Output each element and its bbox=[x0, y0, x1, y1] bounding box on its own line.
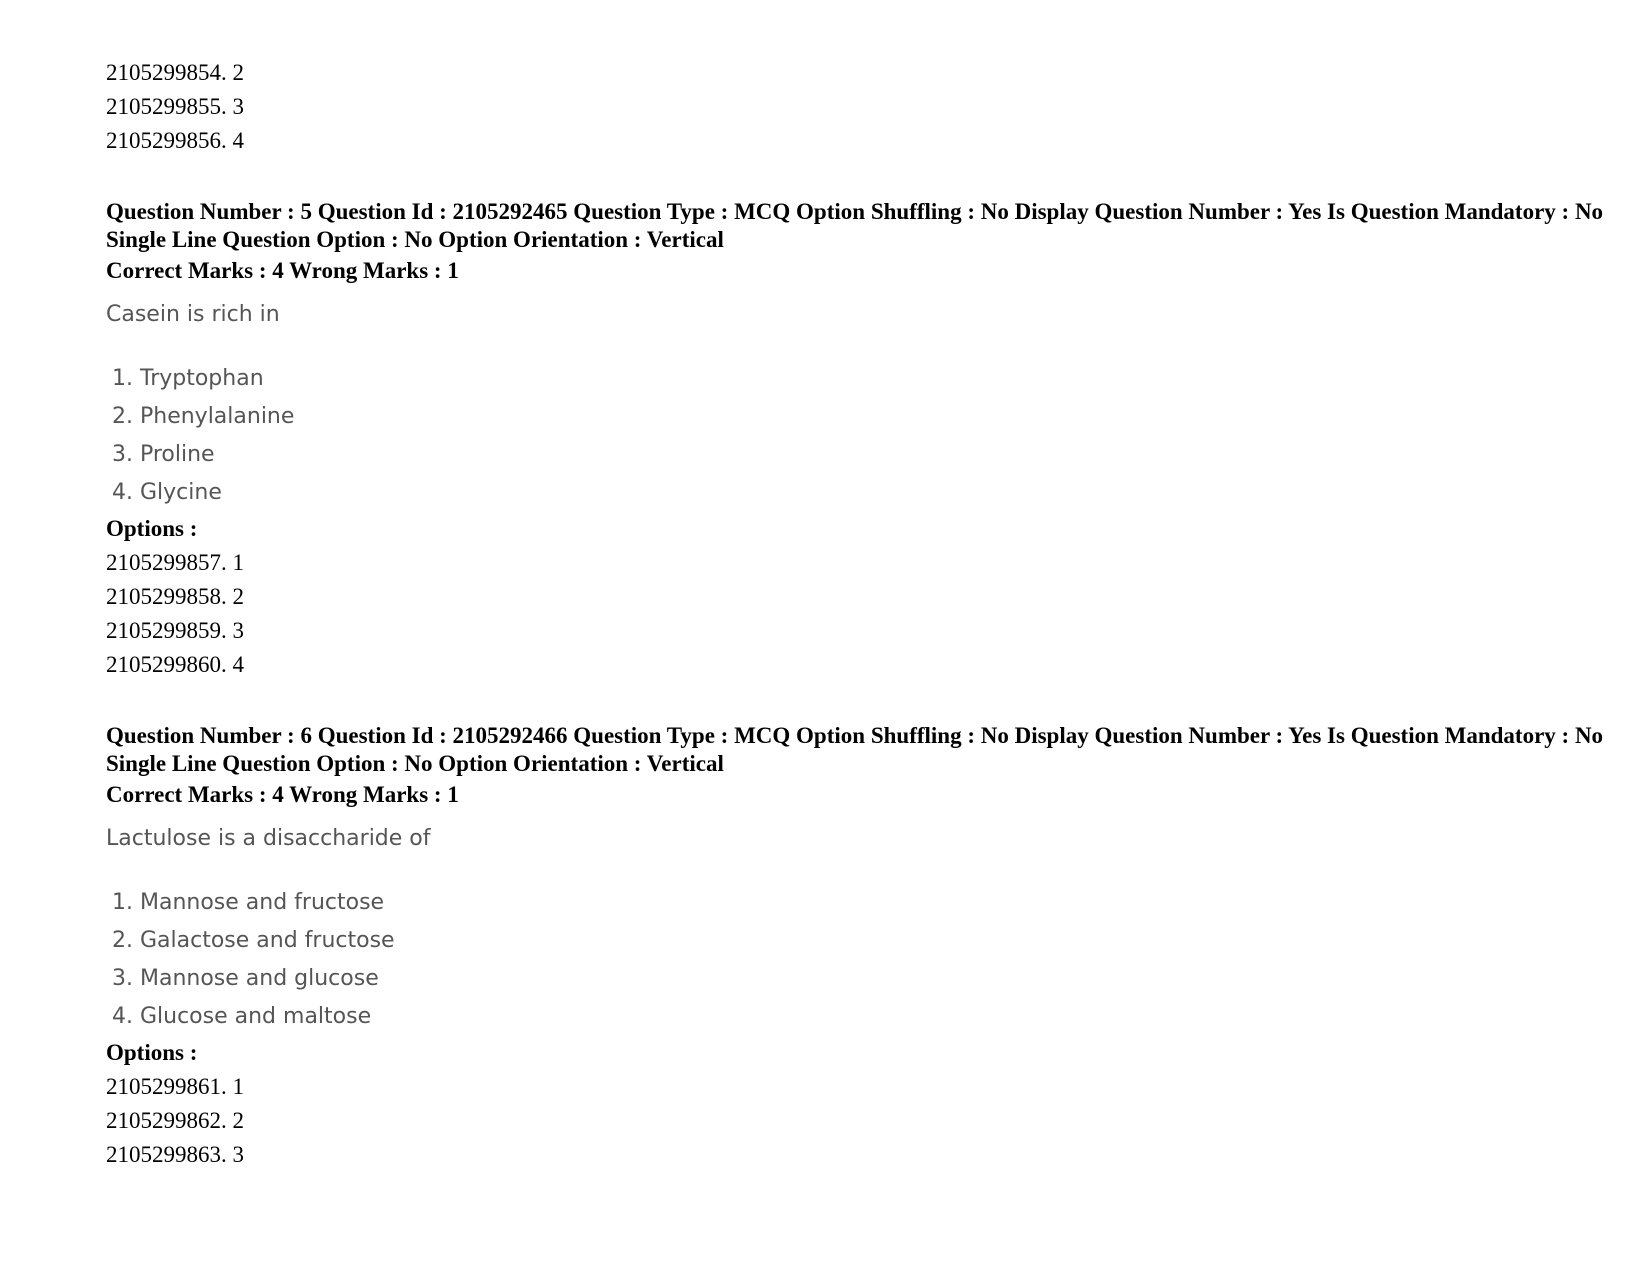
option-line: 2105299855. 3 bbox=[106, 94, 244, 119]
previous-question-options bbox=[106, 56, 1606, 158]
question-meta: Question Number : 6 Question Id : 2105292466 Question Type : MCQ Option Shuffling : No Display Question Number : Yes Is Question Mandatory : No Single Line Question Option : No Option Orientation : Vertical bbox=[106, 723, 1604, 776]
answer-choice: 4. Glucose and maltose bbox=[112, 1004, 372, 1029]
option-line: 2105299854. 2 bbox=[106, 60, 244, 85]
question-marks: Correct Marks : 4 Wrong Marks : 1 bbox=[106, 258, 459, 283]
answer-choices bbox=[112, 360, 1606, 512]
answer-choices bbox=[112, 884, 1606, 1036]
options-label: Options : bbox=[106, 1040, 198, 1065]
answer-choice: 4. Glycine bbox=[112, 480, 222, 505]
question-block-6 bbox=[106, 722, 1606, 1172]
option-line: 2105299861. 1 bbox=[106, 1074, 244, 1099]
answer-choice: 3. Mannose and glucose bbox=[112, 966, 379, 991]
option-line: 2105299856. 4 bbox=[106, 128, 244, 153]
option-id-list bbox=[106, 546, 1606, 682]
answer-choice: 1. Tryptophan bbox=[112, 366, 264, 391]
question-meta: Question Number : 5 Question Id : 2105292465 Question Type : MCQ Option Shuffling : No Display Question Number : Yes Is Question Mandatory : No Single Line Question Option : No Option Orientation : Vertical bbox=[106, 199, 1604, 252]
answer-choice: 1. Mannose and fructose bbox=[112, 890, 385, 915]
question-block-5 bbox=[106, 198, 1606, 682]
question-text: Casein is rich in bbox=[106, 302, 280, 327]
option-line: 2105299858. 2 bbox=[106, 584, 244, 609]
answer-choice: 2. Galactose and fructose bbox=[112, 928, 395, 953]
answer-choice: 3. Proline bbox=[112, 442, 215, 467]
answer-choice: 2. Phenylalanine bbox=[112, 404, 295, 429]
document-page bbox=[106, 56, 1606, 1172]
option-line: 2105299860. 4 bbox=[106, 652, 244, 677]
option-line: 2105299859. 3 bbox=[106, 618, 244, 643]
question-text: Lactulose is a disaccharide of bbox=[106, 826, 431, 851]
question-marks: Correct Marks : 4 Wrong Marks : 1 bbox=[106, 782, 459, 807]
option-id-list bbox=[106, 1070, 1606, 1172]
option-line: 2105299862. 2 bbox=[106, 1108, 244, 1133]
option-line: 2105299857. 1 bbox=[106, 550, 244, 575]
options-label: Options : bbox=[106, 516, 198, 541]
option-line: 2105299863. 3 bbox=[106, 1142, 244, 1167]
